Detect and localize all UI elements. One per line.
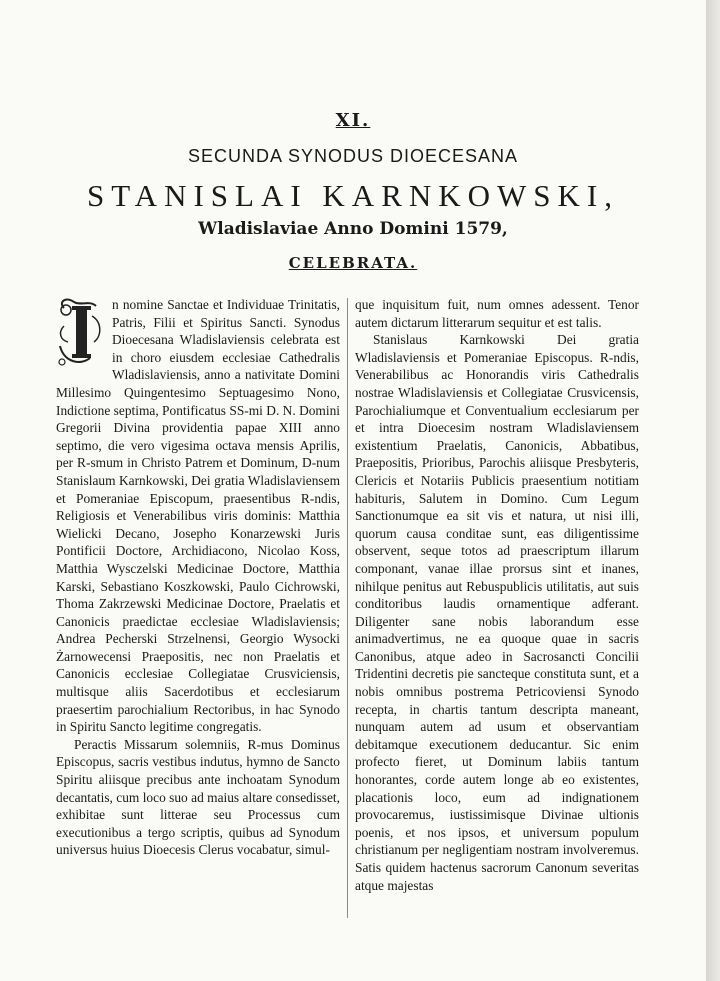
- paragraph-1-text: n nomine Sanctae et Individuae Trinitatis, Patris, Filii et Spiritus Sancti. Synodus Dioecesana Wladislaviensis celebrata est in choro eiusdem ecclesiae Cathedralis Wladislaviensis, anno a nativitate Domini Millesimo Quingentesimo Septuagesimo Nono, Indictione septima, Pontificatus SS-mi D. N. Domini Gregorii Divina providentia papae XIII anno septimo, die vero vigesima octava mensis Aprilis, per R-smum in Christo Patrem et Dominum, D-num Stanislaum Karnkowski, Dei gratia Wladislaviensem et Pomeraniae Episcopum, praesentibus R-ndis, Religiosis et Venerabilibus viris dominis: Matthia Wielicki Decano, Josepho Konarzewski Juris Pontificii Doctore, Archidiacono, Nicolao Koss, Matthia Wysczelski Medicinae Doctore, Matthia Karski, Sebastiano Koszkowski, Paulo Cichrowski, Thoma Zakrzewski Medicinae Doctore, Praelatis et Canonicis praedictae ecclesiae Wladislaviensis; Andrea Pecherski Strzelnensi, Georgio Wysocki Żarnowecensi Praepositis, nec non Praelatis et Canonicis ecclesiae Collegiatae Crusviciensis, multisque aliis Sacerdotibus et ecclesiarum praesertim parochialium Rectoribus, in hac Synodo in Spiritu Sancto legitime congregatis.: [56, 297, 340, 735]
- column-divider: [347, 298, 348, 918]
- paragraph-2: Peractis Missarum solemniis, R-mus Dominus Episcopus, sacris vestibus indutus, hymno de Sancto Spiritu aliisque precibus ante inchoatam Synodum decantatis, cum loco suo ad maius altare consedisset, exhibitae sunt litterae seu Processus cum executionibus a tergo scriptis, quibus ad Synodum universus huius Dioecesis Clerus vocabatur, simul-: [56, 736, 340, 858]
- left-column: [56, 296, 340, 926]
- page-edge: [706, 0, 720, 981]
- paragraph-1: [56, 296, 340, 736]
- ornate-initial-letter: [56, 296, 106, 368]
- ornate-initial-icon: [56, 296, 106, 368]
- paragraph-3: que inquisitum fuit, num omnes adessent. Tenor autem dictarum litterarum sequitur et est talis.: [355, 297, 639, 330]
- synod-subtitle: SECUNDA SYNODUS DIOECESANA: [187, 146, 519, 166]
- place-date-line: Wladislaviae Anno Domini 1579,: [198, 219, 508, 239]
- paragraph-4: Stanislaus Karnkowski Dei gratia Wladislaviensis et Pomeraniae Episcopus. R-ndis, Venerabilibus ac Honorandis viris Cathedralis nostrae Wladislaviensis et Collegiatae Crusvicensis, Parochialiumque et Conventualium ecclesiarum per et intra Dioecesim nostram Wladislaviensem existentium Praelatis, Canonicis, Abbatibus, Praepositis, Prioribus, Parochis aliisque Presbyteris, Clericis et Notariis Publicis praesentium notitiam habituris, Salutem in Domino. Cum Legum Sanctionumque ea sit vis et natura, ut nisi illi, quorum causa conditae sunt, eas diligentissime observent, seque totos ad praescriptum illarum componant, vanae illae prorsus sint et inanes, nihilque penitus aut Rebuspublicis utilitatis, aut suis conditoribus laudis ornamentique adferant. Diligenter sane nobis laborandum esse animadvertimus, ne ea quoque quae in sacris Canonibus, atque adeo in Sacrosancti Concilii Tridentini decretis pie sancteque constituta sunt, et a nobis omnibus postrema Petricoviensi Synodo recepta, in chartis tantum descripta maneant, nunquam autem ad usum et observantiam debitamque executionem deducantur. Sic enim profecto fieret, ut Dominum labiis tantum honorantes, corde autem longe ab eo existentes, placationis loco, eum ad indignationem provocaremus, iustissimisque Divinae ultionis poenis, et nos ipsos, et universum populum christianum per negligentiam nostram involveremus. Satis quidem hactenus sacrorum Canonum severitas atque majestas: [355, 332, 639, 893]
- right-column: [355, 296, 639, 926]
- main-title: STANISLAI KARNKOWSKI,: [86, 178, 619, 213]
- celebrata-line: CELEBRATA.: [288, 254, 418, 272]
- chapter-number: XI.: [335, 110, 371, 131]
